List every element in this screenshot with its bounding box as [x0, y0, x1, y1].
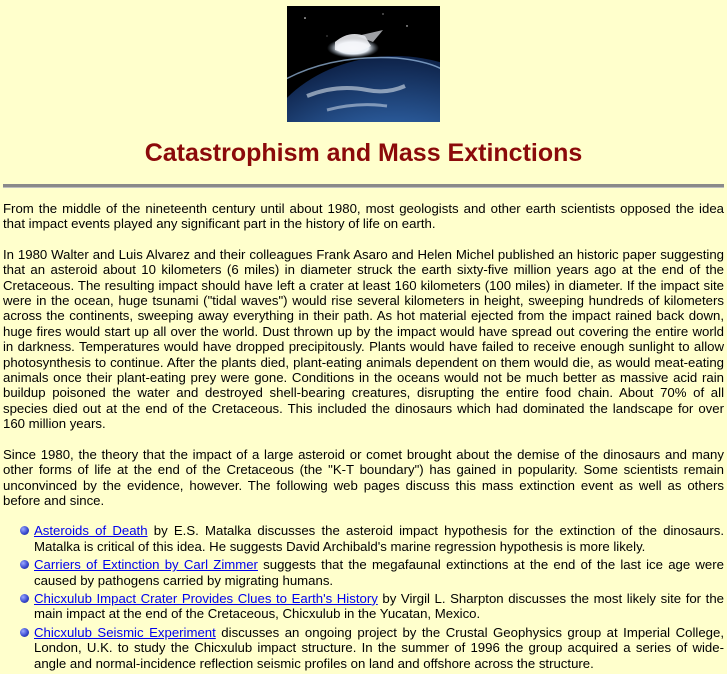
main-content	[3, 201, 724, 674]
list-item	[3, 523, 724, 554]
horizontal-rule	[3, 184, 724, 188]
bullet-icon	[20, 560, 29, 569]
alvarez-paragraph: In 1980 Walter and Luis Alvarez and their colleagues Frank Asaro and Helen Michel published an historic paper suggesting that an asteroid about 10 kilometers (6 miles) in diameter struck the earth sixty-five million years ago at the end of the Cretaceous. The resulting impact should have left a crater at least 160 kilometers (100 miles) in diameter. If the impact site were in the ocean, huge tsunami ("tidal waves") would rise several kilometers in height, sweeping hundreds of kilometers across the continents, sweeping away everything in their path. As hot material ejected from the impact rained back down, huge fires would start up all over the world. Dust thrown up by the impact would have spread out covering the entire world in darkness. Temperatures would have dropped precipitously. Plants would have failed to receive enough sunlight to allow photosynthesis to continue. After the plants died, plant-eating animals dependent on them would die, as would meat-eating animals once their plant-eating prey were gone. Conditions in the oceans would not be much better as massive acid rain buildup poisoned the water and destroyed shell-bearing creatures, disrupting the entire food chain. About 70% of all species died out at the end of the Cretaceous. This included the dinosaurs which had dominated the landscape for over 160 million years.	[3, 246, 724, 432]
list-item	[3, 625, 724, 671]
bullet-icon	[20, 526, 29, 535]
link-chicxulub-impact-crater[interactable]: Chicxulub Impact Crater Provides Clues to Earth's History	[34, 590, 378, 606]
intro-paragraph: From the middle of the nineteenth century until about 1980, most geologists and other earth scientists opposed the idea that impact events played any significant part in the history of life on earth.	[3, 201, 724, 232]
link-asteroids-of-death[interactable]: Asteroids of Death	[34, 523, 148, 539]
link-description: by E.S. Matalka discusses the asteroid impact hypothesis for the extinction of the dinosaurs. Matalka is critical of this idea. He suggests David Archibald's marine regression hypothesis is more likely.	[34, 523, 724, 554]
link-chicxulub-seismic-experiment[interactable]: Chicxulub Seismic Experiment	[34, 624, 216, 640]
page-title: Catastrophism and Mass Extinctions	[144, 139, 583, 167]
since-1980-paragraph: Since 1980, the theory that the impact of a large asteroid or comet brought about the demise of the dinosaurs and many other forms of life at the end of the Cretaceous (the "K-T boundary") has gained in popularity. Some scientists remain unconvinced by the evidence, however. The following web pages discuss this mass extinction event as well as others before and since.	[3, 446, 724, 508]
list-item	[3, 557, 724, 588]
bullet-icon	[20, 628, 29, 637]
link-description: discusses an ongoing project by the Crustal Geophysics group at Imperial College, London, U.K. to study the Chicxulub impact structure. In the summer of 1996 the group acquired a series of wide-angle and normal-incidence reflection seismic profiles on land and offshore across the structure.	[34, 624, 724, 671]
asteroid-impact-earth-icon	[287, 6, 440, 122]
bullet-icon	[20, 594, 29, 603]
link-carriers-of-extinction[interactable]: Carriers of Extinction by Carl Zimmer	[34, 557, 258, 573]
resource-list	[3, 523, 724, 671]
link-description: by Virgil L. Sharpton discusses the most likely site for the main impact at the end of the Cretaceous, Chicxulub in the Yucatan, Mexico.	[34, 590, 724, 622]
banner-image	[287, 6, 440, 122]
list-item	[3, 591, 724, 622]
link-description: suggests that the megafaunal extinctions at the end of the last ice age were caused by pathogens carried by migrating humans.	[34, 557, 724, 588]
